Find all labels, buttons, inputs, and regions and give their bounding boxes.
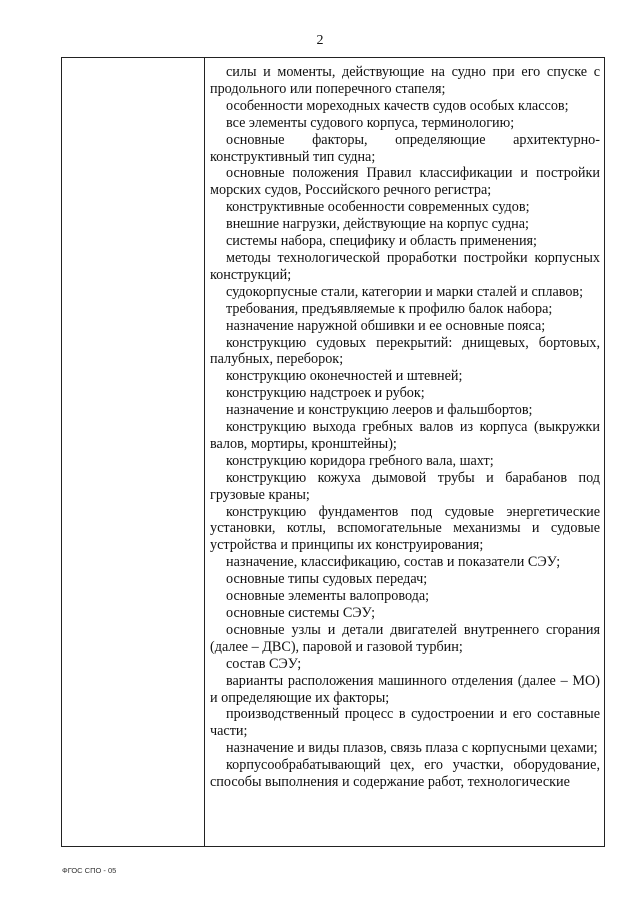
list-item: варианты расположения машинного отделения (далее – МО) и определяющие их факторы; (210, 672, 600, 706)
list-item: основные типы судовых передач; (226, 571, 428, 588)
footer-code: ФГОС СПО - 05 (62, 866, 117, 875)
list-item: основные положения Правил классификации и постройки морских судов, Российского речного регистра; (210, 165, 600, 199)
list-item: назначение, классификацию, состав и показатели СЭУ; (226, 554, 561, 571)
list-item: назначение и конструкцию лееров и фальшбортов; (226, 402, 533, 419)
list-item: конструктивные особенности современных судов; (226, 199, 530, 216)
list-item: корпусообрабатывающий цех, его участки, оборудование, способы выполнения и содержание работ, технологические (210, 757, 600, 791)
list-item: основные узлы и детали двигателей внутреннего сгорания (далее – ДВС), паровой и газовой турбин; (210, 621, 600, 655)
list-item: внешние нагрузки, действующие на корпус судна; (226, 216, 529, 233)
list-item: судокорпусные стали, категории и марки сталей и сплавов; (226, 283, 584, 300)
list-item: конструкцию выхода гребных валов из корпуса (выкружки валов, мортиры, кронштейны); (210, 419, 600, 452)
list-item: конструкцию кожуха дымовой трубы и барабанов под грузовые краны; (210, 469, 600, 503)
list-item: конструкцию надстроек и рубок; (226, 385, 425, 402)
list-item: конструкцию оконечностей и штевней; (226, 368, 463, 385)
requirements-list (210, 64, 600, 791)
page-number: 2 (316, 33, 324, 48)
list-item: состав СЭУ; (226, 655, 302, 672)
list-item: назначение наружной обшивки и ее основные пояса; (226, 317, 546, 334)
list-item: методы технологической проработки постройки корпусных конструкций; (210, 249, 600, 283)
column-divider (204, 58, 205, 846)
list-item: требования, предъявляемые к профилю балок набора; (226, 300, 553, 317)
list-item: назначение и виды плазов, связь плаза с корпусными цехами; (226, 740, 598, 757)
list-item: все элементы судового корпуса, терминологию; (226, 114, 515, 131)
list-item: основные элементы валопровода; (226, 588, 430, 605)
list-item: основные системы СЭУ; (226, 605, 376, 621)
list-item: производственный процесс в судостроении и его составные части; (210, 706, 600, 740)
list-item: конструкцию коридора гребного вала, шахт; (226, 452, 494, 469)
list-item: основные факторы, определяющие архитектурно-конструктивный тип судна; (210, 131, 600, 165)
list-item: силы и моменты, действующие на судно при его спуске с продольного или поперечного стапеля; (210, 64, 600, 97)
list-item: особенности мореходных качеств судов особых классов; (226, 97, 569, 114)
list-item: системы набора, специфику и область применения; (226, 233, 538, 250)
content-table (61, 57, 605, 847)
list-item: конструкцию судовых перекрытий: днищевых, бортовых, палубных, переборок; (210, 334, 600, 368)
list-item: конструкцию фундаментов под судовые энергетические установки, котлы, вспомогательные механизмы и судовые устройства и принципы их конструирования; (210, 503, 600, 554)
